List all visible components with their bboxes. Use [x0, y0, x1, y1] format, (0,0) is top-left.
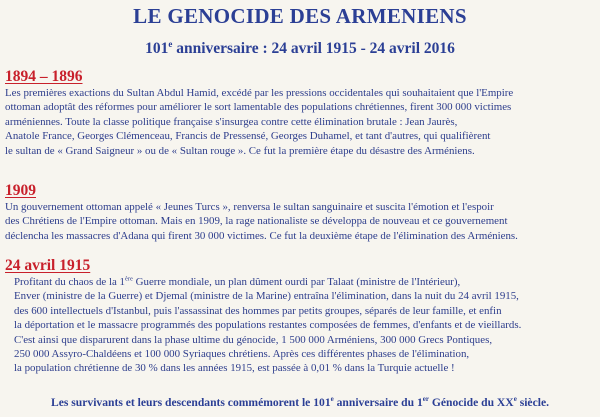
body-line-part: Guerre mondiale, un plan dûment ourdi par Talaat (ministre de l'Intérieur),	[132, 276, 461, 288]
section-body	[5, 200, 597, 243]
section-24-avril-1915	[5, 257, 597, 376]
subtitle	[0, 40, 600, 58]
body-line: des 600 intellectuels d'Istanbul, puis l'assassinat des hommes par petits groupes, séparés de leur famille, et enfin	[14, 304, 502, 317]
body-line: 250 000 Assyro-Chaldéens et 100 000 Syriaques chrétiens. Après ces différentes phases de l'élimination,	[14, 348, 470, 361]
body-line: le sultan de « Grand Saigneur » ou de « Sultan rouge ». Ce fut la première étape du désastre des Arméniens.	[5, 144, 475, 157]
body-line: la déportation et le massacre programmés des populations restantes composées de femmes, d'enfants et de vieillards.	[14, 319, 522, 332]
subtitle-dates: anniversaire : 24 avril 1915 - 24 avril 2016	[172, 40, 455, 57]
body-line: Anatole France, Georges Clémenceau, Francis de Pressensé, Georges Duhamel, et tant d'autres, qui qualifièrent	[5, 130, 491, 143]
section-1909	[5, 182, 597, 243]
section-heading: 24 avril 1915	[5, 257, 91, 274]
body-line	[14, 275, 597, 289]
body-line: Les premières exactions du Sultan Abdul Hamid, excédé par les pressions occidentales qui souhaitaient que l'Empire	[5, 87, 514, 99]
subtitle-ordinal: e	[168, 38, 173, 49]
footer-text	[0, 396, 600, 409]
ordinal: er	[422, 395, 429, 404]
body-line: C'est ainsi que disparurent dans la phase ultime du génocide, 1 500 000 Arméniens, 300 000 Grecs Pontiques,	[14, 333, 493, 346]
body-line: déclencha les massacres d'Adana qui firent 30 000 victimes. Ce fut la deuxième étape de l'élimination des Arméniens.	[5, 229, 518, 242]
body-line: ottoman adoptât des réformes pour améliorer le sort lamentable des populations chrétiennes, firent 300 000 victimes	[5, 101, 512, 114]
footer-part: anniversaire du 1	[333, 396, 423, 409]
body-line: des Chrétiens de l'Empire ottoman. Mais en 1909, la rage nationaliste se développa de nouveau et ce gouvernement	[5, 215, 508, 228]
body-line: Enver (ministre de la Guerre) et Djemal (ministre de la Marine) entraîna l'élimination, dans la nuit du 24 avril 1915,	[14, 290, 519, 303]
section-body	[5, 86, 597, 158]
footer-part: Les survivants et leurs descendants commémorent le 101	[51, 396, 331, 409]
page-title: LE GENOCIDE DES ARMENIENS	[133, 4, 467, 28]
subtitle-number: 101	[145, 40, 169, 57]
body-line: Un gouvernement ottoman appelé « Jeunes Turcs », renversa le sultan sanguinaire et suscita l'émotion et l'espoir	[5, 201, 494, 213]
body-line-part: Profitant du chaos de la 1	[14, 276, 125, 288]
ordinal: ère	[125, 275, 133, 283]
section-heading: 1909	[5, 182, 36, 199]
footer-part: siècle.	[516, 396, 549, 409]
ordinal: e	[330, 395, 334, 404]
ordinal: e	[513, 395, 517, 404]
body-line: la population chrétienne de 30 % dans les années 1915, est passée à 0,01 % dans la Turquie actuelle !	[14, 362, 455, 375]
section-1894-1896	[5, 68, 597, 158]
section-body	[5, 275, 597, 376]
body-line: arméniennes. Toute la classe politique française s'insurgea contre cette élimination brutale : Jean Jaurès,	[5, 115, 458, 128]
section-heading: 1894 – 1896	[5, 68, 83, 85]
footer-part: Génocide du XX	[428, 396, 514, 409]
